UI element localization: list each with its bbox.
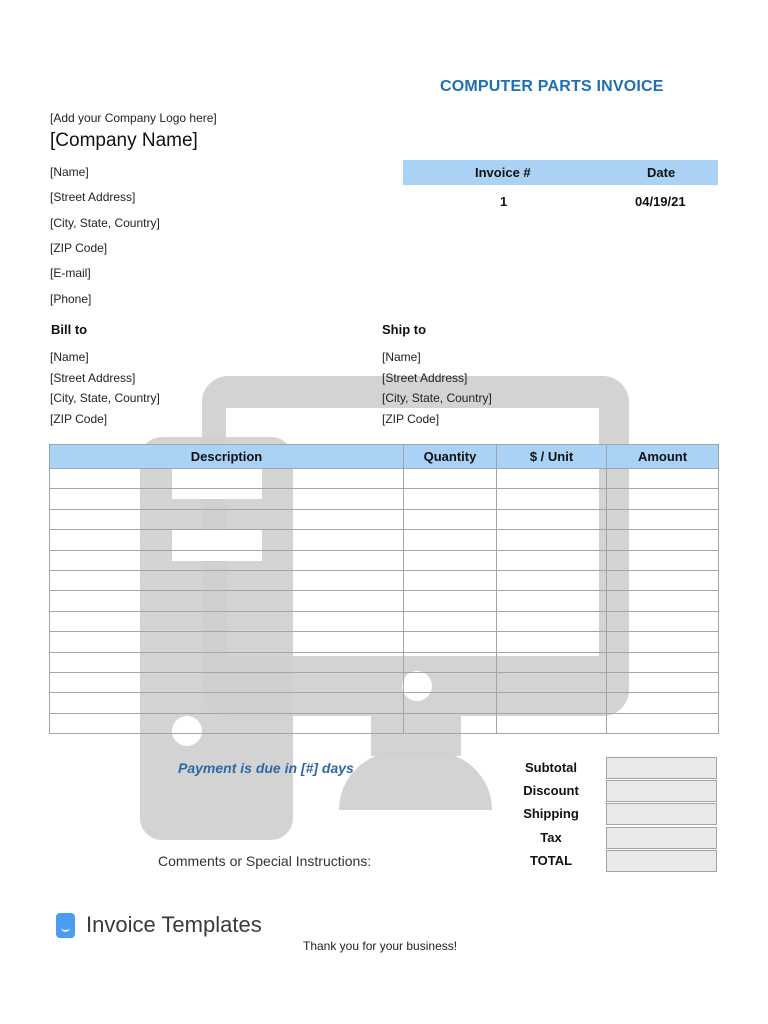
table-row <box>50 693 719 713</box>
quantity-cell[interactable] <box>404 693 497 713</box>
table-row <box>50 469 719 489</box>
unit-price-cell[interactable] <box>497 693 607 713</box>
amount-cell[interactable] <box>607 713 719 733</box>
description-cell[interactable] <box>50 693 404 713</box>
company-city: [City, State, Country] <box>50 216 160 230</box>
unit-price-cell[interactable] <box>497 489 607 509</box>
column-header-description: Description <box>50 445 404 469</box>
invoice-info-header <box>403 160 718 185</box>
description-cell[interactable] <box>50 591 404 611</box>
tax-label: Tax <box>540 830 562 845</box>
column-header-amount: Amount <box>607 445 719 469</box>
quantity-cell[interactable] <box>404 652 497 672</box>
unit-price-cell[interactable] <box>497 469 607 489</box>
table-header-row <box>50 445 719 469</box>
quantity-cell[interactable] <box>404 611 497 631</box>
line-items-table <box>49 444 719 734</box>
quantity-cell[interactable] <box>404 672 497 692</box>
unit-price-cell[interactable] <box>497 672 607 692</box>
table-row <box>50 713 719 733</box>
quantity-cell[interactable] <box>404 591 497 611</box>
amount-cell[interactable] <box>607 530 719 550</box>
amount-cell[interactable] <box>607 591 719 611</box>
description-cell[interactable] <box>50 489 404 509</box>
payment-terms-note: Payment is due in [#] days <box>178 760 354 776</box>
ship-to-zip: [ZIP Code] <box>382 412 440 426</box>
quantity-cell[interactable] <box>404 713 497 733</box>
company-logo-placeholder: [Add your Company Logo here] <box>50 111 217 125</box>
subtotal-label: Subtotal <box>525 760 577 775</box>
table-row <box>50 509 719 529</box>
company-phone: [Phone] <box>50 292 92 306</box>
invoice-number-label: Invoice # <box>475 165 531 180</box>
company-zip: [ZIP Code] <box>50 241 108 255</box>
table-row <box>50 530 719 550</box>
total-label: TOTAL <box>529 853 573 868</box>
bill-to-street: [Street Address] <box>50 371 136 385</box>
amount-cell[interactable] <box>607 632 719 652</box>
date-label: Date <box>647 165 676 180</box>
table-row <box>50 632 719 652</box>
amount-cell[interactable] <box>607 652 719 672</box>
description-cell[interactable] <box>50 550 404 570</box>
quantity-cell[interactable] <box>404 489 497 509</box>
invoice-date-value[interactable]: 04/19/21 <box>635 194 686 209</box>
invoice-title: COMPUTER PARTS INVOICE <box>440 78 664 95</box>
description-cell[interactable] <box>50 652 404 672</box>
quantity-cell[interactable] <box>404 632 497 652</box>
table-row <box>50 489 719 509</box>
amount-cell[interactable] <box>607 550 719 570</box>
bill-to-zip: [ZIP Code] <box>50 412 108 426</box>
amount-cell[interactable] <box>607 469 719 489</box>
description-cell[interactable] <box>50 713 404 733</box>
quantity-cell[interactable] <box>404 550 497 570</box>
unit-price-cell[interactable] <box>497 530 607 550</box>
table-row <box>50 672 719 692</box>
quantity-cell[interactable] <box>404 509 497 529</box>
unit-price-cell[interactable] <box>497 570 607 590</box>
company-street-address: [Street Address] <box>50 190 136 204</box>
ship-to-city: [City, State, Country] <box>382 391 492 405</box>
quantity-cell[interactable] <box>404 530 497 550</box>
company-contact-name: [Name] <box>50 165 89 179</box>
amount-cell[interactable] <box>607 489 719 509</box>
amount-cell[interactable] <box>607 509 719 529</box>
column-header-unit-price: $ / Unit <box>497 445 607 469</box>
ship-to-name: [Name] <box>382 350 421 364</box>
unit-price-cell[interactable] <box>497 591 607 611</box>
company-email: [E-mail] <box>50 266 91 280</box>
invoice-number-value[interactable]: 1 <box>500 194 508 209</box>
bill-to-name: [Name] <box>50 350 89 364</box>
description-cell[interactable] <box>50 509 404 529</box>
column-header-quantity: Quantity <box>404 445 497 469</box>
unit-price-cell[interactable] <box>497 550 607 570</box>
amount-cell[interactable] <box>607 693 719 713</box>
description-cell[interactable] <box>50 611 404 631</box>
description-cell[interactable] <box>50 672 404 692</box>
bill-to-city: [City, State, Country] <box>50 391 160 405</box>
ship-to-label: Ship to <box>382 322 427 337</box>
tax-field[interactable] <box>606 827 717 849</box>
quantity-cell[interactable] <box>404 469 497 489</box>
total-field[interactable] <box>606 850 717 872</box>
discount-label: Discount <box>523 783 579 798</box>
amount-cell[interactable] <box>607 570 719 590</box>
bill-to-label: Bill to <box>51 322 88 337</box>
description-cell[interactable] <box>50 469 404 489</box>
amount-cell[interactable] <box>607 611 719 631</box>
unit-price-cell[interactable] <box>497 632 607 652</box>
thank-you-message: Thank you for your business! <box>303 939 458 953</box>
comments-label: Comments or Special Instructions: <box>158 853 372 869</box>
unit-price-cell[interactable] <box>497 713 607 733</box>
description-cell[interactable] <box>50 632 404 652</box>
invoice-templates-logo-icon <box>56 913 75 938</box>
quantity-cell[interactable] <box>404 570 497 590</box>
unit-price-cell[interactable] <box>497 611 607 631</box>
shipping-label: Shipping <box>523 806 579 821</box>
table-row <box>50 611 719 631</box>
table-row <box>50 591 719 611</box>
subtotal-field[interactable] <box>606 757 717 779</box>
description-cell[interactable] <box>50 530 404 550</box>
ship-to-street: [Street Address] <box>382 371 468 385</box>
shipping-field[interactable] <box>606 803 717 825</box>
amount-cell[interactable] <box>607 672 719 692</box>
table-row <box>50 652 719 672</box>
discount-field[interactable] <box>606 780 717 802</box>
table-row <box>50 550 719 570</box>
description-cell[interactable] <box>50 570 404 590</box>
unit-price-cell[interactable] <box>497 652 607 672</box>
brand-name: Invoice Templates <box>86 912 262 937</box>
company-name: [Company Name] <box>50 130 198 151</box>
table-row <box>50 570 719 590</box>
unit-price-cell[interactable] <box>497 509 607 529</box>
